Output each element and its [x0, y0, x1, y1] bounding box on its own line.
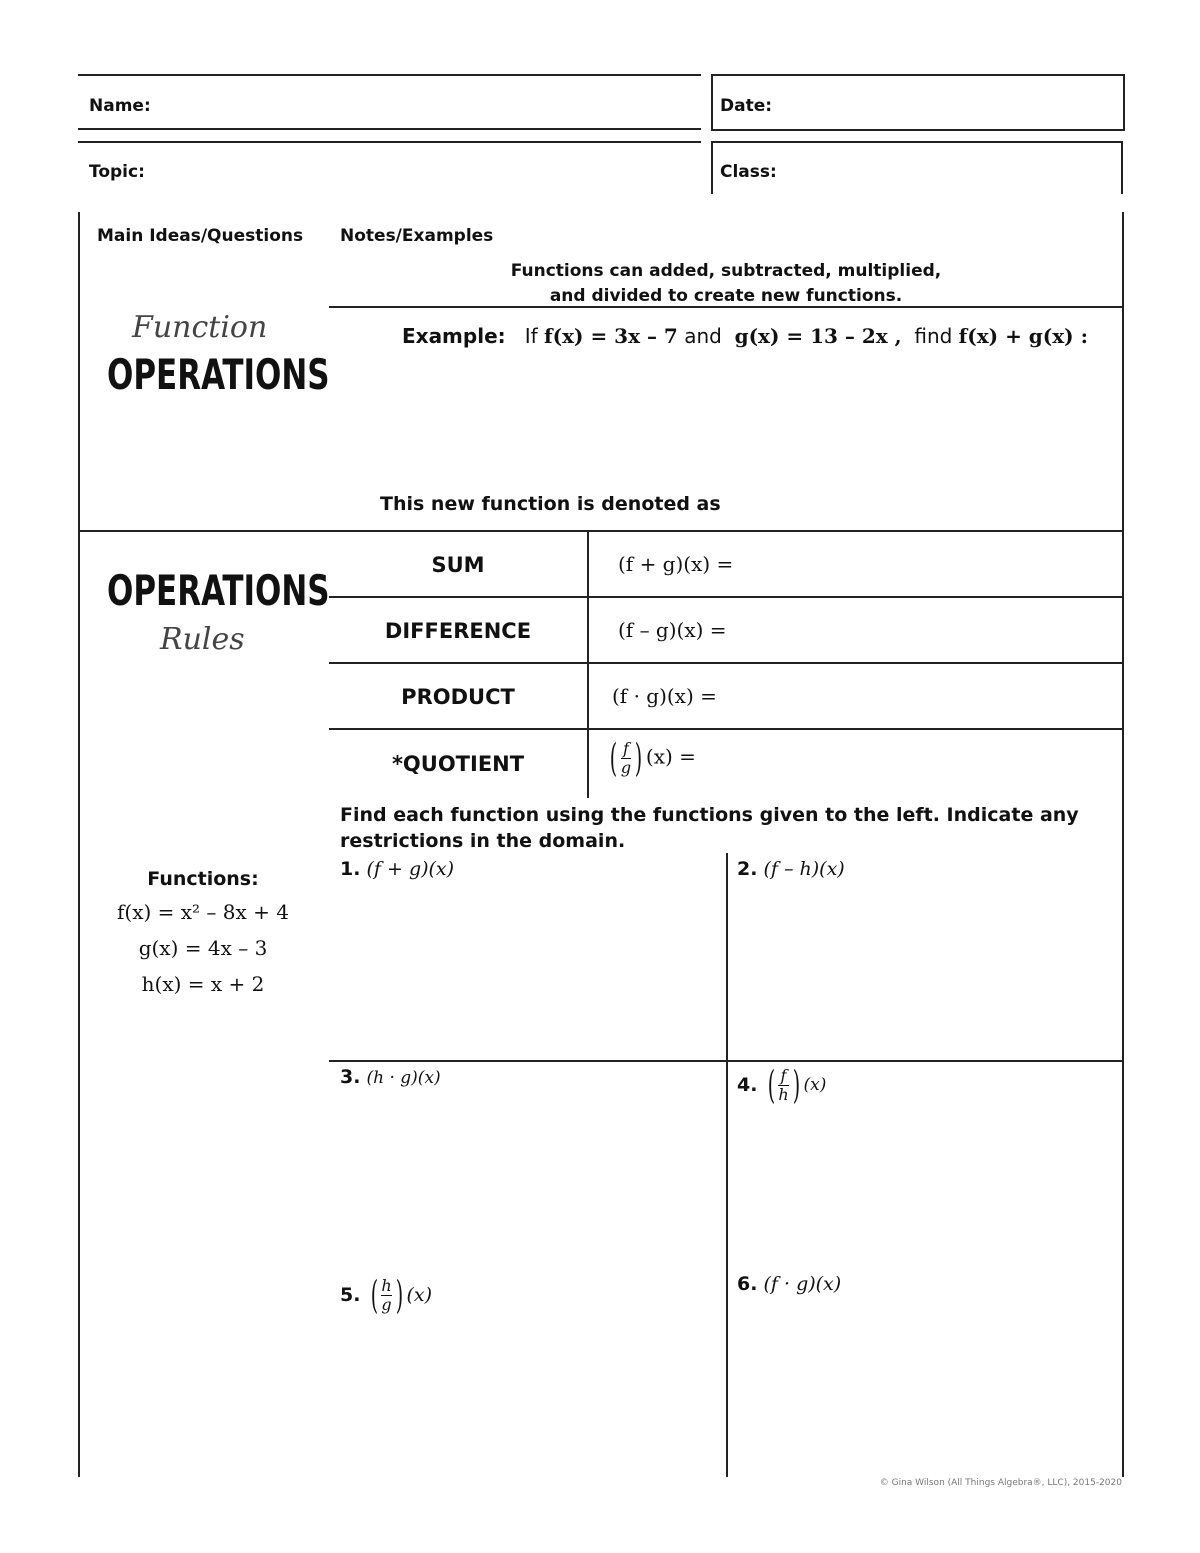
- problem-5: 5. ( $\frac{h}{g}$ ) (x): [340, 1273, 433, 1317]
- section1-divider: [78, 530, 1124, 532]
- function-script-title: Function: [132, 310, 268, 345]
- problem-6: [737, 1273, 841, 1295]
- example-f: f(x) = 3x – 7: [544, 324, 678, 348]
- problem-5-number: 5.: [340, 1284, 361, 1306]
- problem-3: [340, 1066, 441, 1088]
- rules-row-divider-1: [329, 596, 1124, 598]
- product-formula: (f · g)(x) =: [612, 684, 717, 708]
- frame-right-rule: [1122, 212, 1124, 1477]
- rules-row-divider-2: [329, 662, 1124, 664]
- topic-label: Topic:: [89, 162, 145, 182]
- problem-4-numerator: f: [780, 1065, 787, 1085]
- problem-4-tail: (x): [803, 1075, 827, 1095]
- problem-6-number: 6.: [737, 1273, 758, 1295]
- example-find: find: [914, 324, 953, 348]
- problem-1-number: 1.: [340, 858, 361, 880]
- problem-4-denominator: h: [778, 1084, 789, 1104]
- quotient-formula: ( $\frac{f}{g}$ ) (x) =: [609, 736, 696, 780]
- problem-5-fraction: [381, 1277, 391, 1314]
- problem-4: 4. ( $\frac{f}{h}$ ) (x): [737, 1063, 827, 1107]
- frame-left-rule: [78, 212, 80, 1477]
- class-left-rule: [711, 141, 713, 194]
- problem-5-numerator: h: [381, 1275, 392, 1295]
- difference-formula: (f – g)(x) =: [618, 618, 727, 642]
- example-line: [402, 324, 1088, 348]
- intro-line-2: and divided to create new functions.: [549, 286, 903, 306]
- class-label: Class:: [720, 162, 777, 182]
- example-and: and: [684, 324, 722, 348]
- function-h: h(x) = x + 2: [141, 972, 265, 996]
- problem-4-fraction: [778, 1067, 788, 1104]
- quotient-tail: (x) =: [645, 744, 696, 769]
- problem-4-number: 4.: [737, 1074, 758, 1096]
- class-right-rule: [1121, 141, 1123, 194]
- date-box: [711, 74, 1125, 131]
- problem-2: [737, 858, 845, 880]
- difference-label: DIFFERENCE: [384, 619, 532, 643]
- quotient-denominator: g: [620, 757, 632, 777]
- example-g: g(x) = 13 – 2x ,: [734, 324, 902, 348]
- quotient-numerator: f: [622, 738, 629, 758]
- topic-top-rule: [78, 141, 701, 143]
- rules-script-title: Rules: [160, 622, 245, 657]
- instructions-line-2: restrictions in the domain.: [340, 830, 626, 852]
- operations-title-1: OPERATIONS: [107, 350, 330, 399]
- product-label: PRODUCT: [401, 685, 515, 709]
- class-top-rule: [711, 141, 1123, 143]
- operations-title-2: OPERATIONS: [107, 566, 330, 615]
- function-g: g(x) = 4x – 3: [138, 936, 268, 960]
- problem-2-number: 2.: [737, 858, 758, 880]
- intro-divider: [329, 306, 1124, 308]
- problem-1: [340, 858, 454, 880]
- problem-1-expr: (f + g)(x): [366, 858, 455, 880]
- sum-formula: (f + g)(x) =: [618, 552, 734, 576]
- problem-2-expr: (f – h)(x): [763, 858, 845, 880]
- problem-5-tail: (x): [406, 1284, 433, 1306]
- problems-column-divider: [726, 853, 728, 1477]
- quotient-fraction: [621, 740, 631, 777]
- rules-column-divider: [587, 530, 589, 798]
- quotient-label: *QUOTIENT: [391, 752, 525, 776]
- main-ideas-heading: Main Ideas/Questions: [97, 226, 304, 246]
- problem-3-expr: (h · g)(x): [366, 1068, 441, 1088]
- copyright-text: © Gina Wilson (All Things Algebra®, LLC), 2015-2020: [879, 1478, 1122, 1488]
- header-top-rule: [78, 74, 701, 76]
- problem-6-expr: (f · g)(x): [763, 1273, 842, 1295]
- name-underline: [78, 128, 701, 130]
- sum-label: SUM: [431, 553, 485, 577]
- example-if: If: [524, 324, 538, 348]
- denoted-text: This new function is denoted as: [380, 493, 721, 515]
- name-label: Name:: [89, 96, 151, 116]
- notes-heading: Notes/Examples: [340, 226, 494, 246]
- rules-row-divider-3: [329, 728, 1124, 730]
- functions-heading: Functions:: [147, 868, 259, 890]
- intro-line-1: Functions can added, subtracted, multiplied,: [510, 261, 942, 281]
- problems-row-divider: [329, 1060, 1124, 1062]
- function-f: f(x) = x² – 8x + 4: [117, 900, 289, 924]
- problem-5-denominator: g: [381, 1294, 392, 1314]
- date-label: Date:: [720, 96, 773, 116]
- instructions-line-1: Find each function using the functions given to the left. Indicate any: [340, 804, 1079, 826]
- example-target: f(x) + g(x) :: [958, 324, 1088, 348]
- problem-3-number: 3.: [340, 1066, 361, 1088]
- example-label: Example:: [402, 324, 506, 348]
